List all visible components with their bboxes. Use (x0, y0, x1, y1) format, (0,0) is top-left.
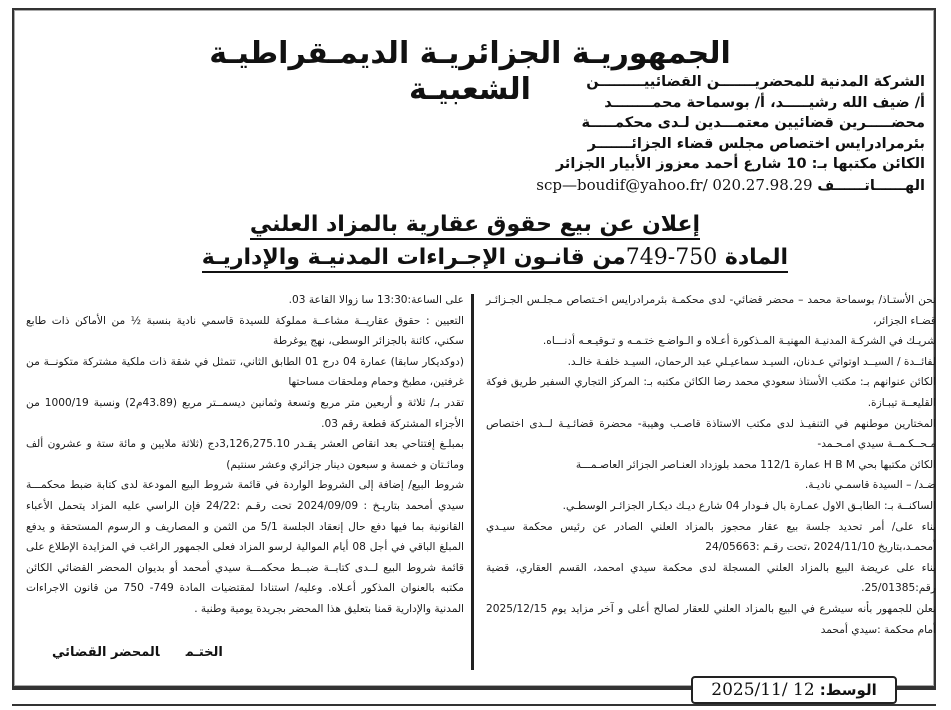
paragraph: الكائن مكتبها بحي H B M عمارة 112/1 محمد بلوزداد العنـاصر الجزائر العاصـمـــة (575, 458, 936, 471)
headline-line-1: إعلان عن بيع حقوق عقارية بالمزاد العلني (150, 208, 800, 241)
paragraph: بمبلـغ إفتتاحي بعد انقاص العشر يقـدر 3,126,275.10دج (ثلاثة ملايين و مائة ستة و عشرون ألف ومائـتان و خمسة و سبعون دينار جزائري وعشر سنتيم) (26, 438, 464, 471)
phone-label: الهــــــاتــــــف (817, 177, 925, 194)
phone-email: scp—boudif@yahoo.fr/ 020.27.98.29 (536, 175, 813, 194)
signature-block (26, 645, 223, 660)
paragraph: الكائن عنوانهم بـ: مكتب الأستاذ سعودي محمد رضا الكائن مكتبه بـ: المركز التجاري السفير طريق فوكة القليعــة تيبـازة. (486, 376, 936, 409)
paragraph: نعلن للجمهور بأنه سيشرع في البيع بالمزاد العلني للعقار لصالح أعلى و آخر مزايد يوم 2025/12/15 أمام محكمة :سيدي أمحمد (486, 602, 936, 636)
footer-rule-right (897, 688, 936, 690)
office-line: الشركة المدنية للمحضريـــــــن القضائييـــــــــن (586, 74, 925, 90)
article-number: 750 (675, 245, 718, 270)
paragraph: على الساعة:13:30 سا زوالا القاعة 03. (288, 294, 464, 306)
article-number: 749 (625, 245, 668, 270)
notice-body-right-column (486, 290, 936, 640)
paragraph: التعيين : حقوق عقاريــة مشاعــة مملوكة للسيدة قاسمي نادية بنسبة ½ من الأماكن ذات طابع سكني، كائنة بالجزائر الوسطى، نهج يوغرطة (26, 314, 464, 348)
paragraph: لفائــدة / السيــد اوتواتي عـدنان، السيـد سماعيـلي عبد الرحمان، السيـد خلفـة خالـد. (567, 355, 936, 368)
republic-title: الجمهوريـة الجزائريـة الديمـقراطيـة الشعبيـة (209, 36, 731, 107)
paragraph: ضـد/ – السيدة قاسمـي ناديـة. (804, 479, 936, 492)
paragraph: المختارين موطنهم في التنفيـذ لدى مكتب الاستاذة قاصـب وهيبة- محضرة قضائـيـة لــدى اختصاص مـحــكـمــة سيدي امـحـمد- (486, 417, 936, 451)
bailiff-office-header (465, 72, 925, 196)
office-line: محضـــــرين قضائيين معتمـــدين لـدى محكمـــــة (581, 115, 925, 131)
paragraph: (دوكديكار سابقا) عمارة 04 درج 01 الطابق الثاني، تتمثل في شقة ذات ملكية مشتركة متكونــة من غرفتين، مطبخ وحمام وملحقات مساحتها (26, 355, 464, 389)
newspaper-label: الوسط: (819, 681, 877, 699)
column-divider (471, 294, 474, 670)
contact-line (465, 175, 925, 197)
paragraph: شريـك في الشركـة المدنيـة المهنيـة المـذكورة أعـلاه و الـواضـع ختـمـه و تـوقيـعـه أدنـــاه. (542, 335, 936, 348)
paragraph: بناء على عريضة البيع بالمزاد العلني المسجلة لدى محكمة سيدي امحمد، القسم العقاري، قضية رقم:25/01385. (486, 561, 936, 595)
page-bottom-rule (12, 704, 936, 706)
office-line: الكائن مكتبها بـ: 10 شارع أحمد معزوز الأبيار الجزائر (555, 156, 925, 172)
paragraph: الساكنــة بـ: الطابـق الاول عمـارة بال فـودار 04 شارع ديـك ديكـار الجزائـر الوسطـي. (562, 499, 936, 512)
office-line: أ/ ضيف الله رشيـــــد، أ/ بوسماحة محمــــــــد (604, 94, 925, 111)
publication-date: 2025/11/ 12 (711, 680, 815, 700)
office-line: بئرمرادرايس اختصاص مجلس قضاء الجزائـــــــر (587, 135, 925, 152)
paragraph: نحن الأستـاذ/ بوسماحة محمد – محضر قضائي- لدى محكمـة بئرمرادرايس اخـتصاص مـجلـس الجـزائـر قضـاء الجزائر، (486, 294, 936, 327)
notice-body-left-column (26, 290, 464, 620)
seal-label: الختـم (185, 645, 223, 660)
paragraph: شروط البيع/ إضافة إلى الشروط الواردة في قائمة شروط البيع المودعة لدى كتابة ضبط محكمـــة سيدي أمحمد بتاريـخ : 2024/09/09 تحت رقـم :24/22 فإن الراسي عليه المزاد يتحمل الأعباء القانونية بما فيها دفع حال إنعقاد الجلسة 5/1 من الثمن و المصاريف و الرسوم المستحقة و يدفع المبلغ الباقي في أجل 08 أيام الموالية لرسو المزاد فعلى الجمهور الراغب في المزايدة الإطلاع على قائمة شروط البيع لــدى كتابــة ضبــط محكمـــة سيدي أمحمد أو بديوان المحضر القضائي الكائن مكتبه بالعنوان المذكور أعـلاه. وعليه/ استنادا لمقتضيات المادة 749- 750 من قانون الاجراءات المدنية والإدارية قمنا بتعليق هذا المحضر بجريدة يومية وطنية . (26, 479, 464, 615)
paragraph: تقدر بـ/ ثلاثة و أربعين متر مربع وتسعة وثمانين ديسمــتر مربع (43.89م2) ونسبة 1000/19 من الأجزاء المشتركة قطعة رقم 03. (26, 396, 464, 430)
paragraph: بناء على/ أمر تحديد جلسة بيع عقار محجوز بالمزاد العلني الصادر عن رئيس محكمة سيـدي أمحمـد،بتاريخ 2024/11/10 ،تحت رقـم :24/05663 (486, 520, 936, 554)
headline-line-2: المادة 750-749من قانـون الإجـراءات المدنيـة والإداريـة (150, 241, 800, 274)
bailiff-label: المحضر القضائي (52, 645, 160, 660)
footer-rule-left (12, 688, 702, 690)
notice-headline (150, 208, 800, 274)
publication-date-box (691, 676, 897, 704)
